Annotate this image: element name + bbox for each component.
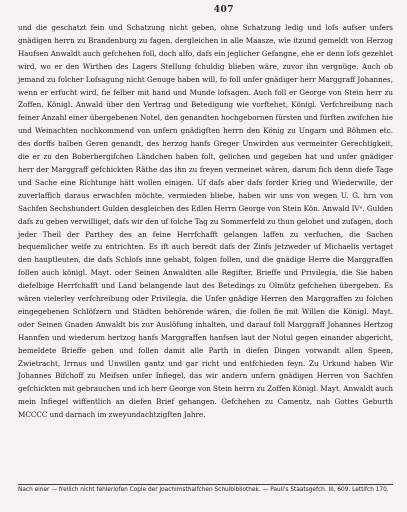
body-text	[18, 22, 393, 422]
footnote	[18, 486, 393, 495]
footnote-text: Nach einer — freilich nicht fehlerlofen Copie der Joachimsthalfchen Schulbibliothek. — Pauli's Staatsgefch. III, 609. Lettifch 170.	[18, 487, 389, 493]
footnote-divider	[18, 484, 393, 485]
body-paragraph: und die geschatzt fein und Schatzung nicht geben, ohne Schatzung ledig und lofs aufser unfers gnädigen herrn zu Brandenburg zu fagen, dergleichen in alle Maasze, wie itzund gemeldt von Herzog Haufsen Anwaldt auch gefchehen foll, doch alfo, dafs ein jeglicher Gefangne, ehe er denn lofs gezehlet wird, wo er den Wirthen des Lagers Stellung fchuldig blieben wäre, zuvor ihn vergnüge. Auch ob jemand zu folcher Lofsagung nicht Genuge haben will, fo foll unfer gnädiger herr Marggraff Johannes, wenn er erfucht wird, fie felber mit hand und Munde lofsagen. Auch foll er George von Stein herr zu Zoffen, Königl. Anwald über den Vertrag und Betedigung wie vorftehet, Königl. Verfchreibung nach feiner Anzahl einer übergebenen Notel, den genandten hochgebornen fürsten und fürften zwifchen hie und Weinachten nochkommend von unfern gnädigften herrn den König zu Ungarn und Böhmen etc. des dorffs halben Geren genandt, des herzog hanfs Greger Unwirden aus vermeinter Gerechtigkeit, die er zu den Boberbergifchen Ländchen haben folt, gelichen und gegeben hat und unfer gnädiger herr der Marggraff gefchickten Räthe das ihn zu freyen vermeinet wären, darum fich denn diefe Tage und Sache eine Richtunge hätt wollen einigen. Uf dafs aber dafs forder Krieg und Wiederwille, der zuverlaffich daraus erwachfen möchte, vermieden bliebe, haben wir uns von wegen U. G. hrn von Sachfen Sechshundert Gulden desgleichen des Edlen Herrn George von Stein Kön. Anwald IVᵉ. Gulden dafs zu geben verwilliget, dafs wir den uf folche Tag zu Sommerfeld zu thun gelobet und zufagen, doch jeder Theil der Parthey des an feine Herrfchafft gelangen laffen zu verfuchen, die Sachen bequemlicher weife zu entrichten. Es ift auch beredt dafs der Zinfs jetzweder uf Michaelis vertaget den hauptleuten, die dafs Schlofs inne gehabt, folgen follen, und die gnädige Herre die Marggraffen follen auch königl. Mayt. oder Seinen Anwaldten alle Regifter, Brieffe und Privilegia, die Sie haben diefelbige Herrfchafft und Land belangende laut des Betedings zu Olmütz gefchehen übergeben. Es wären vielerley verfchreibung oder Privilegia, die Unfer gnädige Herren den Marggraffen zu folchen eingegebenen Schlöfzern und Städten behörende wären, die follen fie mit Willen die Königl. Mayt. oder Seinen Gnaden Anwaldt bis zur Auslöfung inhalten, und darauf foll Marggraff Johannes Hertzog Hannfen und wiederum hertzog hanfs Marggraffen hanfsen laut der Notul gegen einander abgericht, bemeldete Brieffe geben und follen damit alle Parth in diefen Dingen vorwandt allen Speen, Zwietracht, Irrnus und Unwillen gantz und gar richt und entfchieden feyn. Zu Urkund haben Wir Johannes Bifchoff zu Meifsen unfer Infiegel, das wir andern unfern gnädigen Herren von Sachfen gefchickten mit gebrauchen und ich herr George von Stein herrn zu Zoffen Königl. Mayt. Anwaldt auch mein Infiegel wiffentlich an diefen Brief gehangen. Gefchehen zu Camentz, nah Gottes Geburth MCCCC und darnach im zweyundachtzigften Jahre.	[18, 23, 393, 420]
page-number: 407	[213, 5, 234, 15]
